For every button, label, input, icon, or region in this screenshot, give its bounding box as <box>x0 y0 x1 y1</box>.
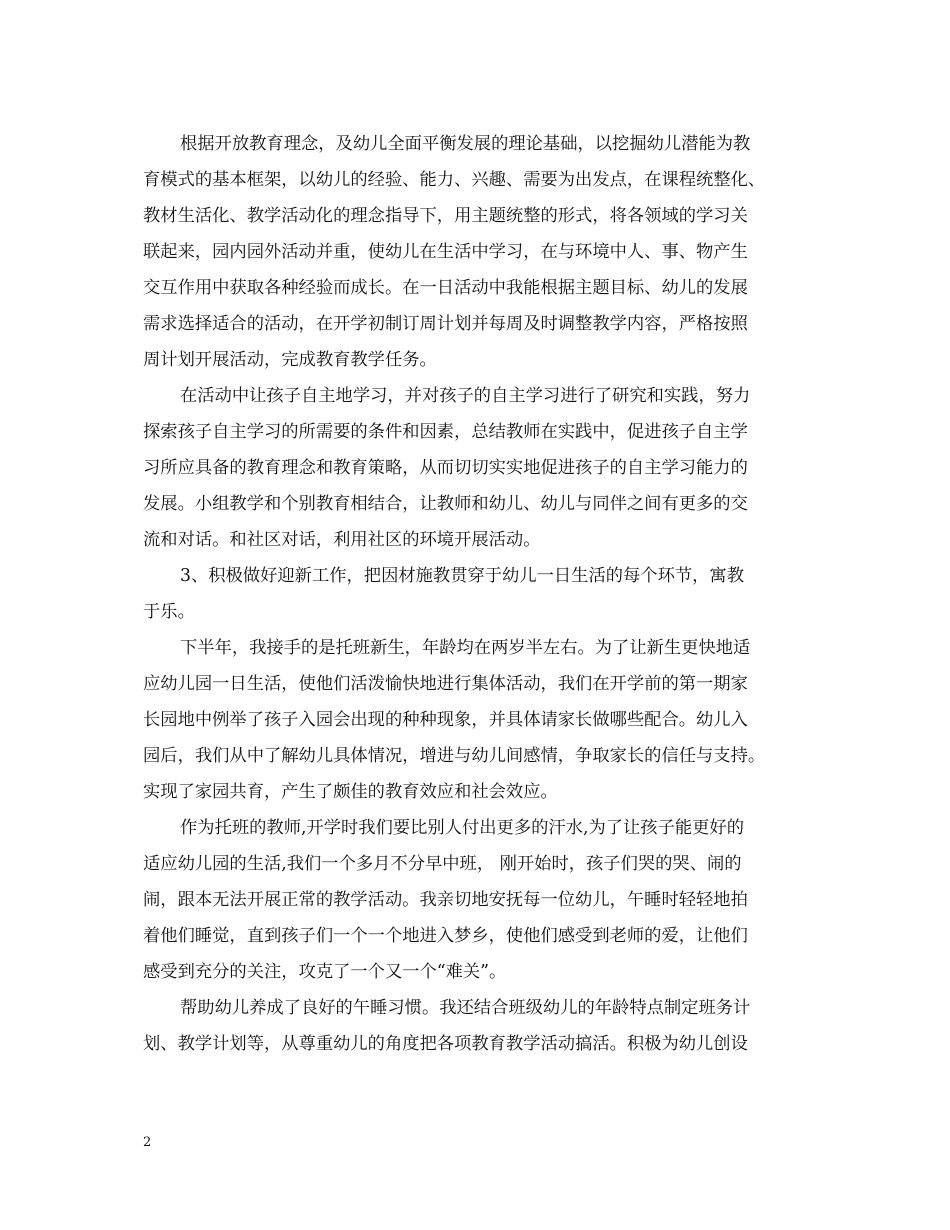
text-line: 实现了家园共育，产生了颇佳的教育效应和社会效应。 <box>143 782 558 802</box>
text-line: 需求选择适合的活动，在开学初制订周计划并每周及时调整教学内容，严格按照 <box>143 314 748 334</box>
text-line: 于乐。 <box>143 602 195 622</box>
text-line: 园后，我们从中了解幼儿具体情况，增进与幼儿间感情，争取家长的信任与支持。 <box>143 746 766 766</box>
text-line: 3、积极做好迎新工作，把因材施教贯穿于幼儿一日生活的每个环节，寓教 <box>180 566 744 586</box>
text-line: 适应幼儿园的生活,我们一个多月不分早中班， 刚开始时，孩子们哭的哭、闹的 <box>143 854 742 874</box>
text-line: 联起来，园内园外活动并重，使幼儿在生活中学习，在与环境中人、事、物产生 <box>143 242 748 262</box>
text-line: 在活动中让孩子自主地学习，并对孩子的自主学习进行了研究和实践，努力 <box>180 386 751 406</box>
page-number: 2 <box>143 1135 152 1150</box>
text-line: 教材生活化、教学活动化的理念指导下，用主题统整的形式，将各领域的学习关 <box>143 206 748 226</box>
text-line: 流和对话。和社区对话，利用社区的环境开展活动。 <box>143 530 541 550</box>
text-line: 周计划开展活动，完成教育教学任务。 <box>143 350 437 370</box>
text-line: 育模式的基本框架，以幼儿的经验、能力、兴趣、需要为出发点，在课程统整化、 <box>143 170 766 190</box>
text-line: 发展。小组教学和个别教育相结合，让教师和幼儿、幼儿与同伴之间有更多的交 <box>143 494 748 514</box>
text-line: 划、教学计划等，从尊重幼儿的角度把各项教育教学活动搞活。积极为幼儿创设 <box>143 1034 748 1054</box>
text-line: 根据开放教育理念，及幼儿全面平衡发展的理论基础，以挖掘幼儿潜能为教 <box>180 134 751 154</box>
text-line: 探索孩子自主学习的所需要的条件和因素，总结教师在实践中，促进孩子自主学 <box>143 422 748 442</box>
text-line: 帮助幼儿养成了良好的午睡习惯。我还结合班级幼儿的年龄特点制定班务计 <box>180 998 751 1018</box>
text-line: 闹，跟本无法开展正常的教学活动。我亲切地安抚每一位幼儿，午睡时轻轻地拍 <box>143 890 748 910</box>
text-line: 长园地中例举了孩子入园会出现的种种现象，并具体请家长做哪些配合。幼儿入 <box>143 710 748 730</box>
text-line: 下半年，我接手的是托班新生，年龄均在两岁半左右。为了让新生更快地适 <box>180 638 751 658</box>
text-line: 应幼儿园一日生活，使他们活泼愉快地进行集体活动，我们在开学前的第一期家 <box>143 674 748 694</box>
text-line: 习所应具备的教育理念和教育策略，从而切切实实地促进孩子的自主学习能力的 <box>143 458 748 478</box>
text-line: 作为托班的教师,开学时我们要比别人付出更多的汗水,为了让孩子能更好的 <box>180 818 744 838</box>
text-line: 感受到充分的关注，攻克了一个又一个“难关”。 <box>143 962 507 982</box>
text-line: 交互作用中获取各种经验而成长。在一日活动中我能根据主题目标、幼儿的发展 <box>143 278 748 298</box>
text-line: 着他们睡觉，直到孩子们一个一个地进入梦乡，使他们感受到老师的爱，让他们 <box>143 926 748 946</box>
body-text <box>143 126 811 1062</box>
